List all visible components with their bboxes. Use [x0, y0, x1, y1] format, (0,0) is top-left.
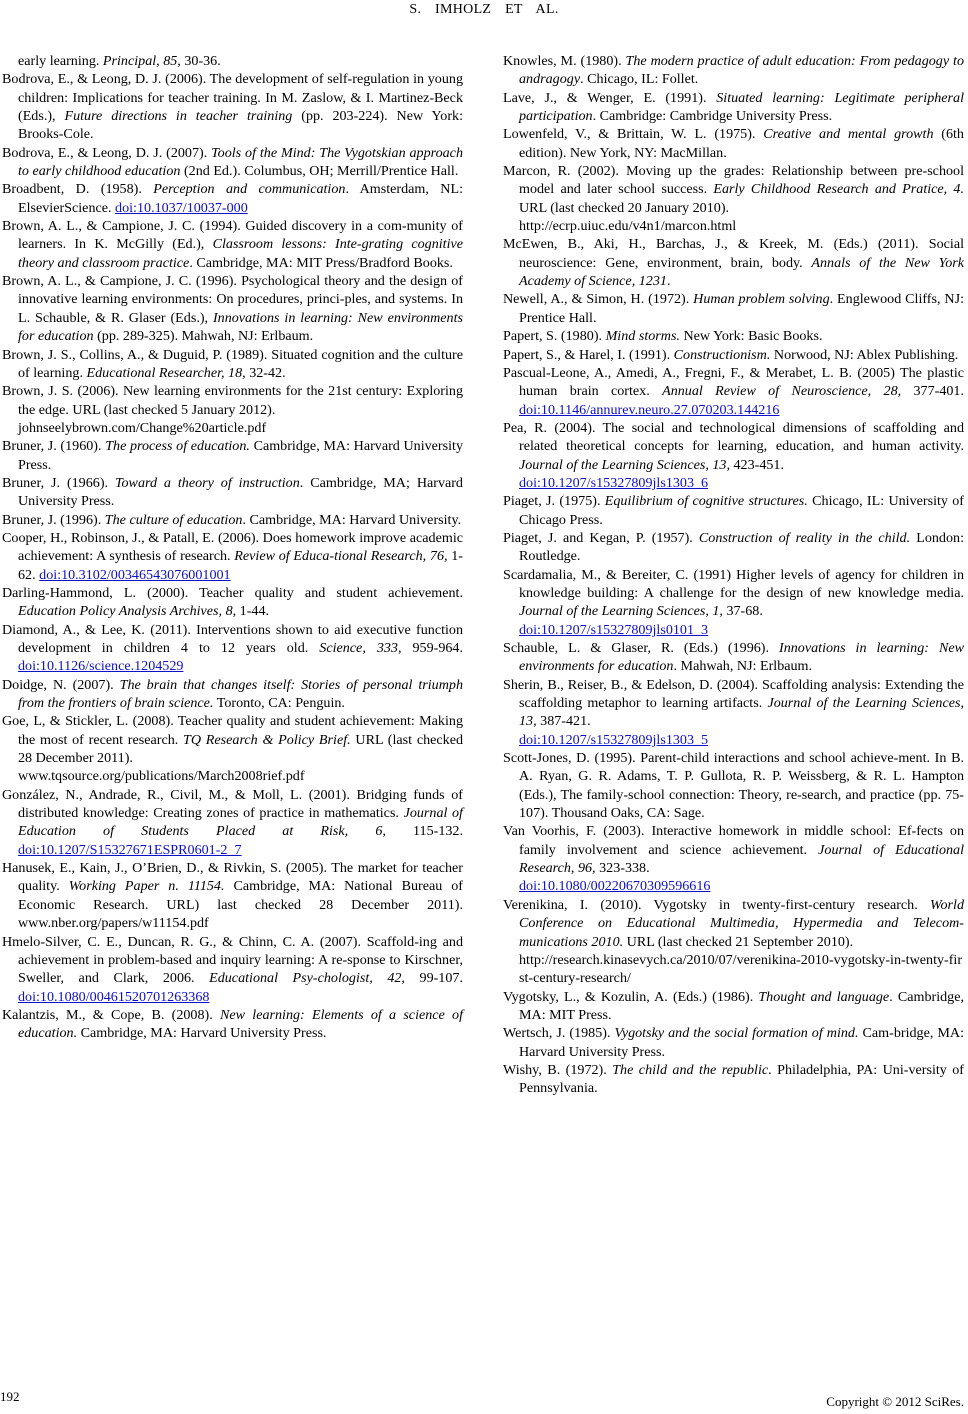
- reference-text: Newell, A., & Simon, H. (1972).: [503, 291, 694, 308]
- reference-entry: [2, 529, 463, 584]
- reference-text: Bruner, J. (1966).: [2, 474, 115, 491]
- reference-title-italic: Science, 333,: [319, 640, 402, 656]
- reference-entry: [503, 1061, 964, 1098]
- doi-link-line: [519, 877, 964, 895]
- copyright-notice: Copyright © 2012 SciRes.: [826, 1394, 964, 1409]
- reference-text: . Cambridge, MA: MIT Press.: [519, 988, 964, 1023]
- reference-entry: [2, 382, 463, 437]
- reference-text: 1-62.: [18, 548, 464, 583]
- reference-entry: [503, 822, 964, 895]
- reference-title-italic: Creative and mental growth: [763, 126, 934, 143]
- reference-title-italic: Construction of reality in the child.: [698, 529, 911, 546]
- doi-link-line: [519, 621, 964, 639]
- reference-text: Goe, L, & Stickler, L. (2008). Teacher quality and student achievement: Making the most of recent research.: [2, 713, 463, 748]
- reference-text: early learning.: [18, 53, 103, 69]
- reference-text: Papert, S., & Harel, I. (1991).: [503, 346, 674, 363]
- reference-text: Scardamalia, M., & Bereiter, C. (1991) Higher levels of agency for children in knowledge building: A challenge for the design of new knowledge media.: [503, 566, 964, 601]
- reference-text: 37-68.: [722, 603, 763, 620]
- reference-title-italic: Working Paper n. 11154.: [68, 878, 225, 895]
- reference-title-italic: Journal of the Learning Sciences, 1,: [519, 603, 723, 620]
- reference-entry: [2, 437, 463, 474]
- reference-title-italic: Innovations in learning: New environments for education: [18, 309, 463, 345]
- reference-text: Wishy, B. (1972).: [503, 1061, 613, 1078]
- reference-text: New York: Basic Books.: [679, 328, 823, 345]
- reference-entry: [2, 180, 463, 217]
- reference-title-italic: Education Policy Analysis Archives, 8,: [18, 603, 237, 620]
- reference-text: 99-107.: [404, 970, 463, 987]
- doi-link[interactable]: doi:10.1207/s15327809jls0101_3: [519, 621, 709, 638]
- doi-link-line: [519, 731, 964, 749]
- reference-title-italic: TQ Research & Policy Brief.: [183, 731, 351, 748]
- reference-text: . Cambridge: Cambridge University Press.: [592, 108, 833, 125]
- doi-link[interactable]: doi:10.1146/annurev.neuro.27.070203.144216: [519, 401, 780, 418]
- doi-link[interactable]: doi:10.1126/science.1204529: [18, 658, 184, 675]
- reference-text: Bruner, J. (1996).: [2, 511, 105, 528]
- reference-text: Sherin, B., Reiser, B., & Edelson, D. (2004). Scaffolding analysis: Extending the scaffolding metaphor to learning artifacts.: [503, 676, 964, 712]
- doi-link[interactable]: doi:10.3102/00346543076001001: [39, 566, 231, 583]
- reference-text: Broadbent, D. (1958).: [2, 181, 154, 198]
- reference-text: Brown, A. L., & Campione, J. C. (1996). Psychological theory and the design of innovative learning environments: On procedures, princi-ples, and systems. In L. Schauble, & R. Glaser (Eds.),: [2, 273, 463, 326]
- reference-title-italic: Annual Review of Neuroscience, 28,: [662, 383, 902, 400]
- reference-text: . Cambridge, MA; Harvard University Press.: [18, 474, 463, 510]
- reference-text: Brown, J. S. (2006). New learning environments for the 21st century: Exploring the edge. URL (last checked 5 January 2012).: [2, 383, 463, 418]
- reference-entry: [2, 712, 463, 785]
- reference-entry: [503, 419, 964, 492]
- reference-text: Verenikina, I. (2010). Vygotsky in twenty-first-century research.: [503, 896, 931, 913]
- reference-title-italic: Toward a theory of instruction: [114, 474, 300, 491]
- reference-title-italic: Early Childhood Research and Pratice, 4.: [713, 181, 964, 198]
- reference-text: 32-42.: [245, 364, 286, 381]
- reference-entry: [2, 584, 463, 621]
- reference-entry: [2, 474, 463, 511]
- reference-text: URL (last checked 20 January 2010).: [519, 199, 730, 216]
- reference-text: Wertsch, J. (1985).: [503, 1025, 615, 1042]
- reference-text: . Cambridge, MA: MIT Press/Bradford Books.: [189, 254, 453, 271]
- doi-link[interactable]: doi:10.1207/s15327809jls1303_6: [519, 474, 709, 491]
- reference-text: URL (last checked 28 December 2011).: [18, 731, 463, 767]
- reference-text: . Chicago, IL: Follet.: [580, 71, 699, 88]
- reference-entry: [2, 933, 463, 1006]
- reference-text: . Mahwah, NJ: Erlbaum.: [673, 658, 813, 675]
- reference-title-italic: Journal of Education of Students Placed at Risk, 6,: [18, 805, 463, 840]
- reference-text: Schauble, L. & Glaser, R. (Eds.) (1996).: [503, 640, 780, 656]
- reference-title-italic: Situated learning: Legitimate peripheral participation: [519, 89, 965, 125]
- reference-entry: [503, 676, 964, 749]
- reference-title-italic: The culture of education: [104, 511, 243, 528]
- reference-text: Cambridge, MA: Harvard University Press.: [18, 438, 463, 473]
- reference-text: 1-44.: [236, 603, 270, 620]
- reference-text: Cooper, H., Robinson, J., & Patall, E. (2006). Does homework improve academic achievement: A synthesis of research.: [2, 529, 463, 565]
- reference-title-italic: Educational Psy-chologist, 42,: [209, 970, 405, 987]
- references-left-column: [2, 52, 463, 1043]
- reference-title-italic: The modern practice of adult education: From pedagogy to andragogy: [519, 53, 964, 88]
- reference-title-italic: Tools of the Mind: The Vygotskian approach to early childhood education: [18, 144, 463, 180]
- reference-title-italic: Journal of the Learning Sciences, 13,: [519, 456, 730, 473]
- reference-title-italic: World Conference on Educational Multimedia, Hypermedia and Telecom-munications 2010.: [519, 896, 964, 950]
- reference-text: Vygotsky, L., & Kozulin, A. (Eds.) (1986).: [503, 988, 759, 1005]
- reference-entry: [2, 1006, 463, 1043]
- reference-text: (pp. 203-224). New York: Brooks-Cole.: [18, 108, 463, 143]
- reference-url: http://research.kinasevych.ca/2010/07/verenikina-2010-vygotsky-in-twenty-first-century-research/: [519, 951, 963, 987]
- reference-text: Knowles, M. (1980).: [503, 53, 626, 69]
- reference-entry: [2, 346, 463, 383]
- reference-text: Bodrova, E., & Leong, D. J. (2006). The development of self-regulation in young children: Implications for teacher training. In M. Zaslow, & I. Martinez-Beck (Eds.),: [2, 71, 463, 125]
- reference-entry: [503, 235, 964, 290]
- reference-title-italic: Perception and communication: [153, 181, 346, 198]
- reference-entry: [2, 859, 463, 932]
- reference-text: 115-132.: [385, 823, 463, 840]
- reference-text: (pp. 289-325). Mahwah, NJ: Erlbaum.: [93, 328, 314, 345]
- reference-text: Pea, R. (2004). The social and technological dimensions of scaffolding and related theoretical concepts for learning, education, and human activity.: [503, 419, 964, 455]
- reference-entry: [503, 896, 964, 988]
- reference-entry: [2, 70, 463, 143]
- doi-link[interactable]: doi:10.1080/00220670309596616: [519, 878, 711, 895]
- reference-text: González, N., Andrade, R., Civil, M., & Moll, L. (2001). Bridging funds of distributed knowledge: Creating zones of practice in mathematics.: [2, 786, 463, 822]
- reference-text: 423-451.: [729, 456, 785, 473]
- reference-text: .: [666, 273, 671, 290]
- reference-text: . Cambridge, MA: Harvard University.: [242, 511, 462, 528]
- reference-entry: [503, 162, 964, 235]
- reference-title-italic: Classroom lessons: Inte-grating cognitive theory and classroom practice: [18, 236, 464, 271]
- reference-text: Hmelo-Silver, C. E., Duncan, R. G., & Chinn, C. A. (2007). Scaffold-ing and achievement in problem-based and inquiry learning: A re-sponse to Kirschner, Sweller, and Clark, 2006.: [2, 933, 463, 987]
- reference-text: Piaget, J. and Kegan, P. (1957).: [503, 529, 699, 546]
- reference-title-italic: Thought and language: [758, 988, 890, 1005]
- reference-text: Norwood, NJ: Ablex Publishing.: [770, 346, 959, 363]
- reference-entry: [503, 89, 964, 126]
- reference-entry: [503, 346, 964, 364]
- reference-text: Bruner, J. (1960).: [2, 438, 106, 455]
- doi-link-line: [519, 474, 964, 492]
- reference-text: . Amsterdam, NL: ElsevierScience.: [18, 181, 463, 216]
- references-right-column: [503, 52, 964, 1098]
- reference-url: www.tqsource.org/publications/March2008rief.pdf: [18, 768, 305, 785]
- reference-text: 377-401.: [901, 383, 964, 400]
- reference-title-italic: Journal of the Learning Sciences, 13,: [519, 695, 964, 730]
- reference-title-italic: The child and the republic: [612, 1061, 769, 1078]
- reference-text: . Philadelphia, PA: Uni-versity of Pennsylvania.: [519, 1061, 965, 1097]
- reference-entry: [503, 290, 964, 327]
- reference-text: Diamond, A., & Lee, K. (2011). Interventions shown to aid executive function development in children 4 to 12 years old.: [2, 621, 463, 656]
- reference-text: Marcon, R. (2002). Moving up the grades: Relationship between pre-school model and later school success.: [503, 163, 964, 198]
- reference-title-italic: Human problem solving: [693, 291, 830, 308]
- reference-text: Cambridge, MA: National Bureau of Economic Research. URL) last checked 28 December 2011). www.nber.org/papers/w11154.pdf: [18, 878, 464, 932]
- reference-title-italic: The process of education.: [105, 438, 250, 455]
- reference-entry: [2, 621, 463, 676]
- reference-title-italic: Mind storms.: [605, 328, 680, 345]
- reference-title-italic: Educational Researcher, 18,: [86, 364, 246, 381]
- reference-entry: [503, 52, 964, 89]
- reference-text: Bodrova, E., & Leong, D. J. (2007).: [2, 144, 212, 161]
- reference-title-italic: Innovations in learning: New environments for education: [519, 640, 964, 675]
- reference-entry: [503, 1024, 964, 1061]
- reference-text: Papert, S. (1980).: [503, 328, 606, 345]
- reference-text: 387-421.: [536, 713, 591, 730]
- reference-title-italic: Constructionism.: [673, 346, 771, 363]
- reference-entry: [2, 272, 463, 345]
- reference-entry: [503, 639, 964, 676]
- reference-entry: [2, 786, 463, 859]
- doi-link[interactable]: doi:10.1207/S15327671ESPR0601-2_7: [18, 841, 242, 858]
- reference-title-italic: Review of Educa-tional Research, 76,: [234, 548, 448, 565]
- reference-text: McEwen, B., Aki, H., Barchas, J., & Kreek, M. (Eds.) (2011). Social neuroscience: Gene, environment, brain, body.: [503, 236, 964, 271]
- reference-entry: [503, 566, 964, 639]
- doi-link[interactable]: doi:10.1207/s15327809jls1303_5: [519, 731, 709, 748]
- reference-text: 30-36.: [180, 53, 221, 69]
- doi-link[interactable]: doi:10.1037/10037-000: [115, 199, 248, 216]
- reference-title-italic: Equilibrium of cognitive structures.: [604, 493, 808, 510]
- reference-title-italic: Principal, 85,: [102, 53, 181, 69]
- reference-entry: [503, 529, 964, 566]
- reference-entry: [2, 676, 463, 713]
- doi-link[interactable]: doi:10.1080/00461520701263368: [18, 988, 210, 1005]
- reference-text: Toronto, CA: Penguin.: [213, 695, 345, 712]
- reference-text: Doidge, N. (2007).: [2, 676, 120, 693]
- reference-entry: [503, 364, 964, 419]
- reference-entry: [503, 749, 964, 822]
- reference-entry: [503, 988, 964, 1025]
- reference-text: . Englewood Cliffs, NJ: Prentice Hall.: [519, 291, 964, 326]
- reference-entry: [2, 52, 463, 70]
- reference-text: (6th edition). New York, NY: MacMillan.: [519, 126, 964, 161]
- reference-title-italic: Vygotsky and the social formation of mind.: [614, 1025, 859, 1042]
- running-head: S. IMHOLZ ET AL.: [409, 2, 559, 17]
- reference-text: Scott-Jones, D. (1995). Parent-child interactions and school achieve-ment. In B. A. Ryan, G. R. Adams, T. P. Gullota, R. P. Weissberg, & R. L. Hampton (Eds.), The family-school connection: Theory, re-search, and practice (pp. 75-107). Thousand Oaks, CA: Sage.: [503, 750, 964, 822]
- reference-entry: [2, 144, 463, 181]
- reference-text: Hanusek, E., Kain, J., O’Brien, D., & Rivkin, S. (2005). The market for teacher quality.: [2, 860, 463, 895]
- reference-text: Kalantzis, M., & Cope, B. (2008).: [2, 1006, 220, 1023]
- reference-title-italic: The brain that changes itself: Stories of personal triumph from the frontiers of brain science.: [18, 676, 463, 712]
- reference-text: Chicago, IL: University of Chicago Press.: [519, 493, 965, 528]
- reference-text: Brown, A. L., & Campione, J. C. (1994). Guided discovery in a com-munity of learners. In K. McGilly (Ed.),: [2, 218, 463, 253]
- reference-title-italic: Journal of Educational Research, 96,: [519, 841, 964, 877]
- reference-text: Lowenfeld, V., & Brittain, W. L. (1975).: [503, 126, 764, 143]
- reference-text: (2nd Ed.). Columbus, OH; Merrill/Prentice Hall.: [180, 163, 459, 180]
- page-number: 192: [0, 1389, 20, 1404]
- reference-entry: [503, 327, 964, 345]
- reference-text: Cambridge, MA: Harvard University Press.: [77, 1025, 327, 1042]
- reference-text: 323-338.: [595, 860, 650, 877]
- reference-title-italic: New learning: Elements of a science of education.: [18, 1006, 463, 1042]
- reference-url: johnseelybrown.com/Change%20article.pdf: [18, 419, 267, 436]
- reference-text: URL (last checked 21 September 2010).: [623, 933, 854, 950]
- reference-text: Cam-bridge, MA: Harvard University Press.: [519, 1025, 965, 1060]
- reference-entry: [2, 217, 463, 272]
- reference-entry: [503, 125, 964, 162]
- reference-text: 959-964.: [401, 640, 463, 656]
- reference-text: Piaget, J. (1975).: [503, 493, 605, 510]
- reference-entry: [503, 492, 964, 529]
- reference-text: Brown, J. S., Collins, A., & Duguid, P. (1989). Situated cognition and the culture of learning.: [2, 346, 463, 381]
- reference-title-italic: Future directions in teacher training: [64, 108, 293, 125]
- reference-text: Darling-Hammond, L. (2000). Teacher quality and student achievement.: [2, 584, 463, 601]
- reference-text: Pascual-Leone, A., Amedi, A., Fregni, F., & Merabet, L. B. (2005) The plastic human brain cortex.: [503, 364, 964, 400]
- reference-text: Lave, J., & Wenger, E. (1991).: [503, 89, 717, 106]
- reference-title-italic: Annals of the New York Academy of Science, 1231: [519, 254, 965, 290]
- reference-url: http://ecrp.uiuc.edu/v4n1/marcon.html: [519, 218, 737, 235]
- reference-entry: [2, 511, 463, 529]
- reference-text: Van Voorhis, F. (2003). Interactive homework in middle school: Ef-fects on family involvement and science achievement.: [503, 823, 964, 858]
- reference-text: London: Routledge.: [519, 529, 964, 565]
